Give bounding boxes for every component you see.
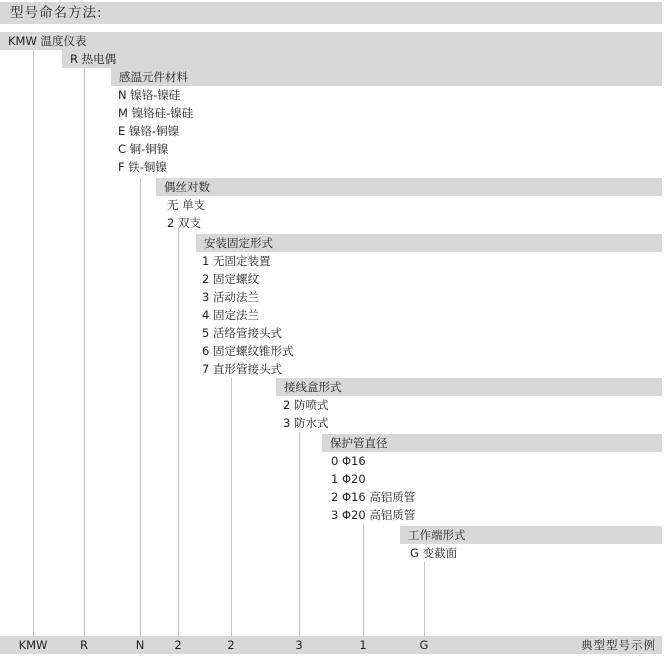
example-label: 典型型号示例 — [581, 638, 656, 652]
end-item-g: G 变截面 — [410, 546, 458, 560]
connector-line-r — [84, 68, 85, 636]
mount-item-3: 3 活动法兰 — [202, 290, 259, 304]
section-header-mount: 安装固定形式 — [196, 234, 662, 252]
example-code-tube: 1 — [359, 638, 367, 652]
example-code-mount: 2 — [227, 638, 235, 652]
example-code-pairs: 2 — [174, 638, 182, 652]
tube-item-3: 3 Φ20 高铝质管 — [331, 508, 416, 522]
mount-item-7: 7 直形管接头式 — [202, 362, 282, 376]
section-header-box: 接线盒形式 — [276, 378, 662, 396]
mount-item-2: 2 固定螺纹 — [202, 272, 259, 286]
mount-item-4: 4 固定法兰 — [202, 308, 259, 322]
example-code-end: G — [419, 638, 429, 652]
section-header-tube: 保护管直径 — [322, 434, 662, 452]
connector-line-end — [424, 562, 425, 636]
material-item-m: M 镍铬硅-镍硅 — [118, 106, 194, 120]
material-item-n: N 镍铬-镍硅 — [118, 88, 181, 102]
material-item-e: E 镍铬-铜镍 — [118, 124, 180, 138]
connector-line-material — [140, 178, 141, 636]
header-bar-kmw: KMW 温度仪表 — [0, 32, 662, 50]
section-header-pairs: 偶丝对数 — [156, 178, 662, 196]
tube-item-1: 1 Φ20 — [331, 472, 366, 486]
example-code-material: N — [135, 638, 145, 652]
material-item-c: C 铜-铜镍 — [118, 142, 169, 156]
connector-line-tube — [363, 524, 364, 636]
tube-item-0: 0 Φ16 — [331, 454, 366, 468]
example-code-r: R — [80, 638, 88, 652]
connector-line-pairs — [178, 228, 179, 636]
header-bar-r: R 热电偶 — [62, 50, 662, 68]
tube-item-2: 2 Φ16 高铝质管 — [331, 490, 416, 504]
box-item-2: 2 防喷式 — [283, 398, 329, 412]
section-header-end: 工作端形式 — [400, 526, 662, 544]
example-code-kmw: KMW — [18, 638, 48, 652]
connector-line-box — [299, 432, 300, 636]
mount-item-5: 5 活络管接头式 — [202, 326, 282, 340]
connector-line-mount — [231, 378, 232, 636]
pairs-item-single: 无 单支 — [167, 198, 206, 212]
mount-item-6: 6 固定螺纹锥形式 — [202, 344, 294, 358]
pairs-item-double: 2 双支 — [167, 216, 201, 230]
mount-item-1: 1 无固定装置 — [202, 254, 271, 268]
example-bar — [0, 636, 662, 654]
section-header-material: 感温元件材料 — [111, 68, 662, 86]
box-item-3: 3 防水式 — [283, 416, 329, 430]
connector-line-kmw — [33, 50, 34, 636]
page-title: 型号命名方法: — [0, 2, 662, 24]
example-code-box: 3 — [295, 638, 303, 652]
material-item-f: F 铁-铜镍 — [118, 160, 167, 174]
